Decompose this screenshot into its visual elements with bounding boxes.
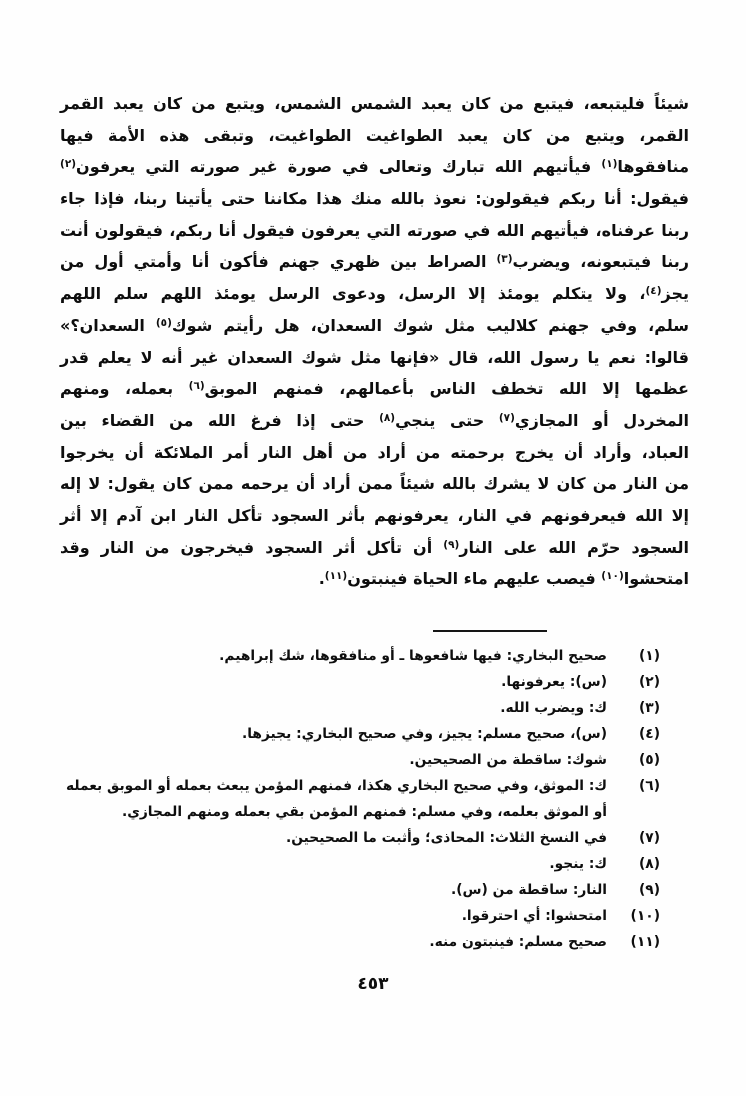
body-line: القمر، ويتبع من كان يعبد الطواغيت الطواغيت، وتبقى هذه الأمة فيها — [60, 125, 689, 145]
footnote-item — [66, 695, 660, 721]
footnote-number: (٥) — [638, 752, 660, 768]
footnote-text: ك: الموثق، وفي صحيح البخاري هكذا، فمنهم المؤمن يبعث بعمله أو الموبق بعمله أو الموثق بعلمه، وفي مسلم: فمنهم المؤمن بقي بعمله ومنهم المجازي. — [66, 778, 607, 820]
footnote-text: (س): يعرفونها. — [501, 674, 607, 690]
footnote-text: (س)، صحيح مسلم: يجيز، وفي صحيح البخاري: يجيزها. — [241, 726, 607, 742]
body-line: إلا الله فيعرفونهم في النار، يعرفونهم بأثر السجود تأكل النار ابن آدم إلا أثر — [60, 505, 689, 525]
footnote-text: النار: ساقطة من (س). — [450, 882, 607, 898]
body-line: امتحشوا$^{(١٠)}$ فيصب عليهم ماء الحياة فينبتون$^{(١١)}$. — [318, 569, 689, 589]
footnote-number: (٣) — [638, 700, 660, 716]
body-line: السجود حرّم الله على النار$^{(٩)}$ أن تأكل أثر السجود فيخرجون من النار وقد — [60, 537, 690, 557]
footnote-number: (١١) — [630, 934, 660, 950]
footnote-item — [66, 669, 660, 695]
footnote-number: (١٠) — [630, 908, 660, 924]
footnote-text: صحيح مسلم: فينبتون منه. — [429, 934, 607, 950]
footnote-number: (٢) — [638, 674, 660, 690]
main-text-block — [60, 88, 689, 595]
body-line: عظمها إلا الله تخطف الناس بأعمالهم، فمنهم الموبق$^{(٦)}$ بعمله، ومنهم — [60, 379, 689, 399]
footnote-item — [66, 747, 660, 773]
footnote-text: ك: ويضرب الله. — [500, 700, 607, 716]
footnote-number: (٩) — [638, 882, 660, 898]
footnotes-block — [66, 643, 660, 955]
body-line: فيقول: أنا ربكم فيقولون: نعوذ بالله منك هذا مكاننا حتى يأتينا ربنا، فإذا جاء — [60, 189, 689, 209]
page-number: ٤٥٣ — [357, 974, 389, 994]
body-line: يجز$^{(٤)}$، ولا يتكلم يومئذ إلا الرسل، ودعوى الرسل يومئذ اللهم سلم اللهم — [60, 284, 689, 304]
footnote-item — [66, 851, 660, 877]
footnote-text: امتحشوا: أي احترقوا. — [461, 908, 607, 924]
footnote-item — [66, 773, 660, 825]
footnote-text: صحيح البخاري: فيها شافعوها ـ أو منافقوها، شك إبراهيم. — [219, 648, 607, 664]
body-line: سلم، وفي جهنم كلاليب مثل شوك السعدان، هل رأيتم شوك$^{(٥)}$ السعدان؟» — [60, 315, 689, 335]
footnote-divider — [433, 630, 547, 632]
body-line: العباد، وأراد أن يخرج برحمته من أراد من أهل النار أمر الملائكة أن يخرجوا — [60, 442, 689, 462]
body-line: المخردل أو المجازي$^{(٧)}$ حتى ينجي$^{(٨)}$ حتى إذا فرغ الله من القضاء بين — [60, 410, 690, 430]
footnote-item — [66, 643, 660, 669]
footnote-text: شوك: ساقطة من الصحيحين. — [409, 752, 607, 768]
body-line: قالوا: نعم يا رسول الله، قال «فإنها مثل شوك السعدان غير أنه لا يعلم قدر — [60, 347, 689, 367]
footnote-item — [66, 877, 660, 903]
body-line: شيئاً فليتبعه، فيتبع من كان يعبد الشمس الشمس، ويتبع من كان يعبد القمر — [60, 94, 689, 113]
footnote-number: (٤) — [638, 726, 660, 742]
footnote-text: في النسخ الثلاث: المحاذى؛ وأثبت ما الصحيحين. — [285, 830, 607, 846]
footnote-number: (٧) — [638, 830, 660, 846]
body-line: منافقوها$^{(١)}$ فيأتيهم الله تبارك وتعالى في صورة غير صورته التي يعرفون$^{(٢)}$ — [60, 157, 689, 177]
footnote-number: (٨) — [638, 856, 660, 872]
body-line: من النار من كان لا يشرك بالله شيئاً ممن أراد أن يرحمه ممن كان يقول: لا إله — [60, 474, 689, 494]
body-line: ربنا عرفناه، فيأتيهم الله في صورته التي يعرفون فيقول أنا ربكم، فيقولون أنت — [60, 220, 689, 240]
footnote-item — [66, 825, 660, 851]
footnote-item — [66, 903, 660, 929]
footnote-item — [66, 721, 660, 747]
footnote-number: (١) — [638, 648, 660, 664]
footnote-number: (٦) — [638, 778, 660, 794]
footnote-item — [66, 929, 660, 955]
footnote-text: ك: ينجو. — [549, 856, 607, 872]
body-line: ربنا فيتبعونه، ويضرب$^{(٣)}$ الصراط بين ظهري جهنم فأكون أنا وأمتي أول من — [60, 252, 689, 272]
